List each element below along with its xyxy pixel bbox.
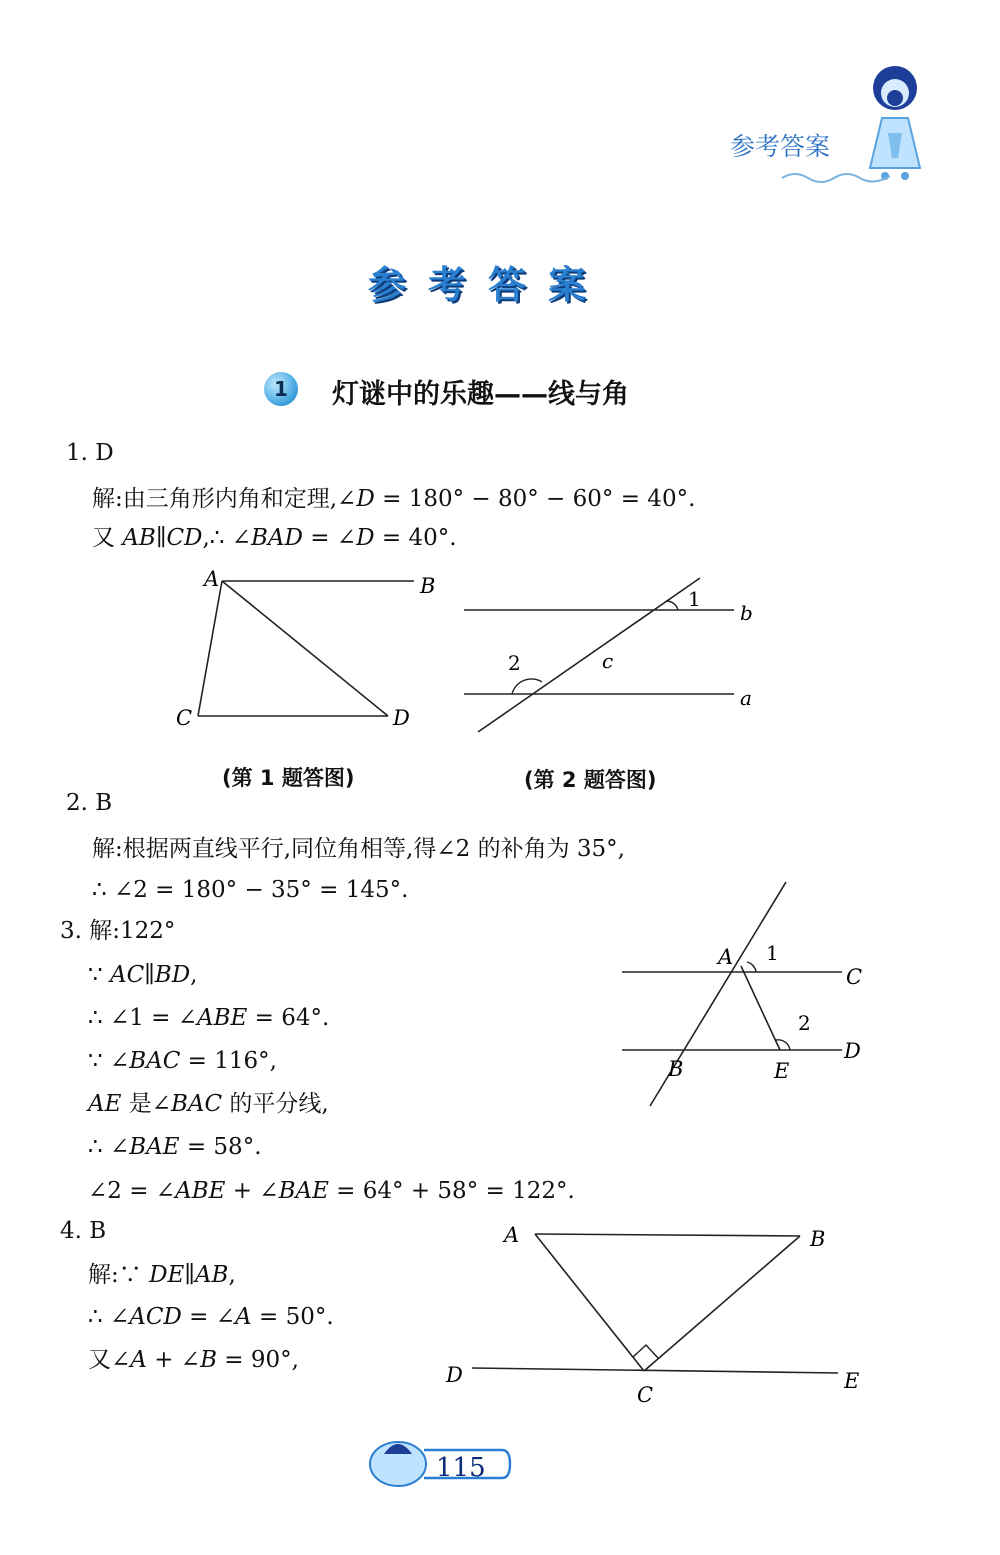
- fig2-label-a: a: [740, 686, 752, 710]
- figure-1-quadrilateral: [170, 562, 450, 742]
- section-title: 灯谜中的乐趣——线与角: [332, 379, 629, 410]
- section-number-badge: 1: [264, 372, 298, 406]
- q4-line2: ∴ ∠ACD = ∠A = 50°.: [88, 1304, 334, 1330]
- page-number: 115: [436, 1453, 486, 1483]
- figure-1-caption: (第 1 题答图): [222, 766, 355, 790]
- header-wave-decoration: [780, 166, 900, 184]
- q4-line1: 解:∵ DE∥AB,: [88, 1262, 236, 1288]
- q4-line3: 又∠A + ∠B = 90°,: [88, 1347, 299, 1373]
- fig2-label-1: 1: [688, 587, 701, 611]
- q2-answer: 2. B: [66, 790, 113, 816]
- header-label: 参考答案: [730, 132, 831, 161]
- fig3-label-D: D: [844, 1039, 861, 1063]
- figure-2-parallel-lines: [456, 572, 776, 742]
- page-title: 参考答案: [368, 263, 609, 307]
- fig2-label-c: c: [602, 649, 614, 673]
- fig3-label-A: A: [718, 945, 734, 969]
- q3-line6: ∠2 = ∠ABE + ∠BAE = 64° + 58° = 122°.: [88, 1178, 575, 1204]
- q1-answer: 1. D: [66, 440, 114, 466]
- fig3-label-B: B: [668, 1057, 684, 1081]
- fig1-label-B: B: [420, 574, 436, 598]
- fig1-label-A: A: [204, 567, 220, 591]
- q4-answer: 4. B: [60, 1218, 107, 1244]
- fig4-label-D: D: [446, 1363, 463, 1387]
- fig4-label-B: B: [810, 1227, 826, 1251]
- fig4-label-A: A: [504, 1223, 520, 1247]
- fig2-label-2: 2: [508, 651, 521, 675]
- fig3-label-C: C: [846, 965, 863, 989]
- q3-line1: ∵ AC∥BD,: [88, 962, 198, 988]
- fig1-label-C: C: [176, 706, 193, 730]
- q3-answer: 3. 解:122°: [60, 918, 176, 944]
- q3-line3: ∵ ∠BAC = 116°,: [88, 1048, 277, 1074]
- fig4-label-E: E: [844, 1369, 860, 1393]
- fig1-label-D: D: [393, 706, 410, 730]
- q1-solution-line2: 又 AB∥CD,∴ ∠BAD = ∠D = 40°.: [92, 525, 457, 551]
- figure-4-right-triangle: [440, 1216, 870, 1416]
- fig4-label-C: C: [637, 1383, 654, 1407]
- q2-solution-line1: 解:根据两直线平行,同位角相等,得∠2 的补角为 35°,: [92, 836, 625, 862]
- fig3-label-E: E: [774, 1059, 790, 1083]
- fig3-label-2: 2: [798, 1011, 811, 1035]
- figure-2-caption: (第 2 题答图): [524, 768, 657, 792]
- fig2-label-b: b: [740, 601, 753, 625]
- figure-3-parallel-lines: [610, 874, 880, 1110]
- q3-line4: AE 是∠BAC 的平分线,: [88, 1091, 329, 1117]
- fig3-label-1: 1: [766, 941, 779, 965]
- q2-solution-line2: ∴ ∠2 = 180° − 35° = 145°.: [92, 877, 409, 903]
- q1-solution-line1: 解:由三角形内角和定理,∠D = 180° − 80° − 60° = 40°.: [92, 486, 696, 512]
- q3-line5: ∴ ∠BAE = 58°.: [88, 1134, 262, 1160]
- q3-line2: ∴ ∠1 = ∠ABE = 64°.: [88, 1005, 330, 1031]
